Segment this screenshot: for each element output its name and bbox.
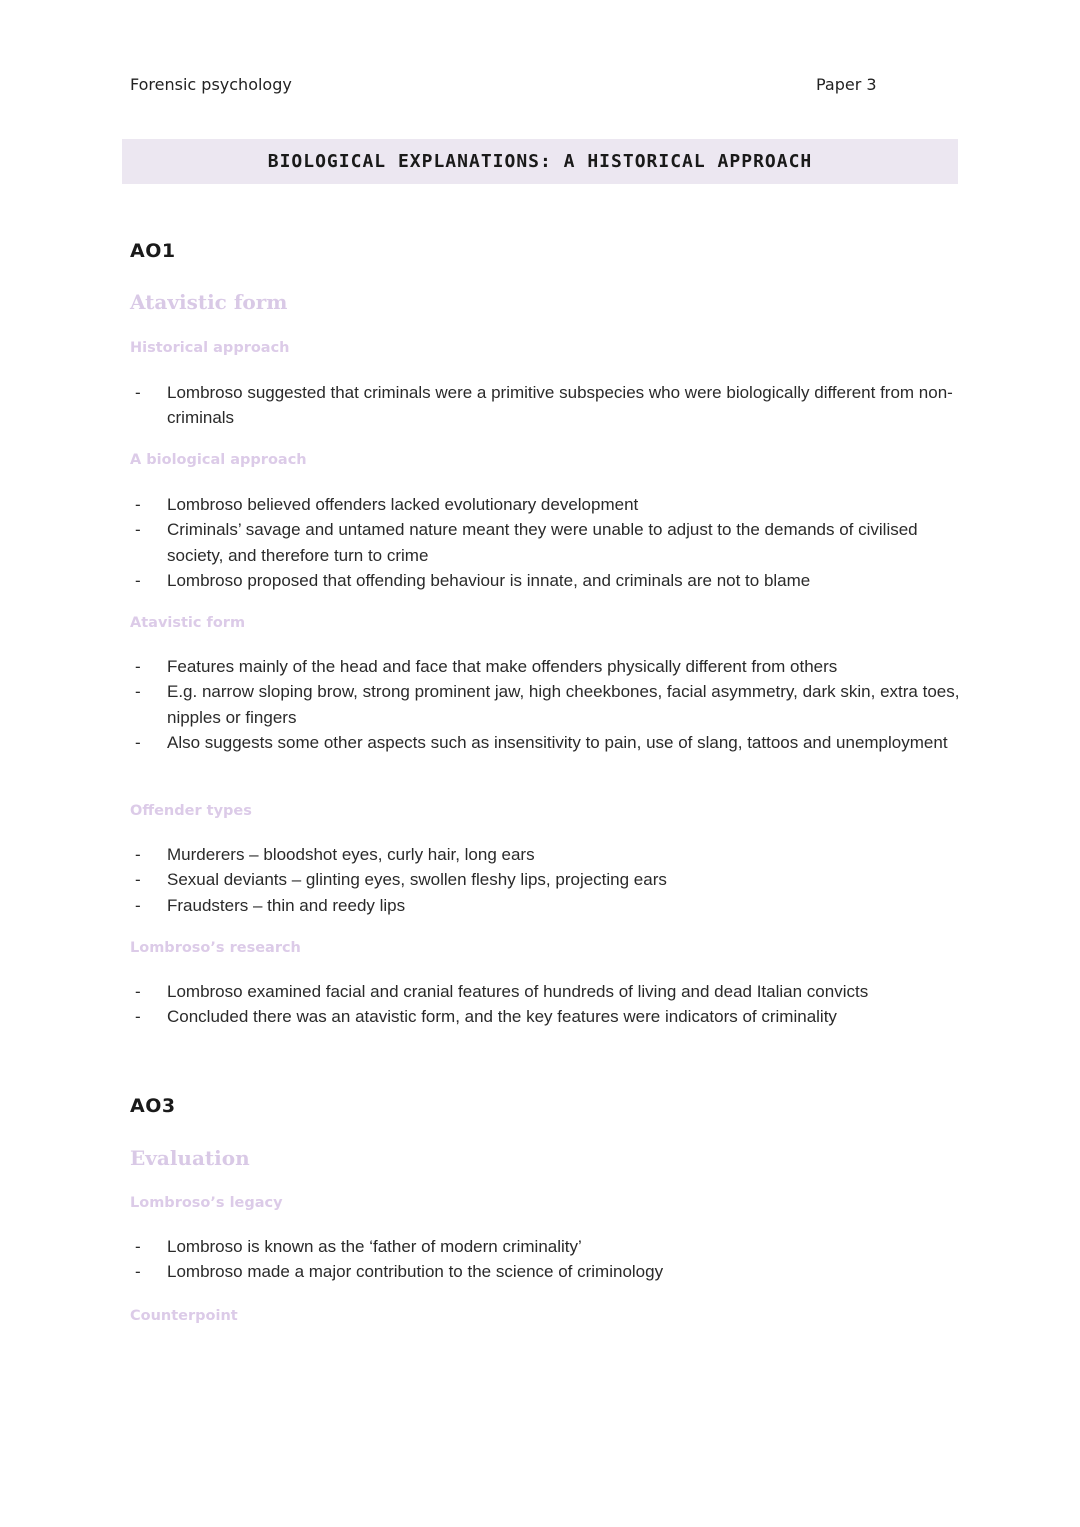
bullet-list-biological-approach xyxy=(130,492,960,593)
subheading-lombroso-legacy: Lombroso’s legacy xyxy=(130,1195,283,1211)
header-paper: Paper 3 xyxy=(816,75,877,94)
subheading-historical-approach: Historical approach xyxy=(130,340,290,356)
list-item: - Lombroso suggested that criminals were a primitive subspecies who were biologically different from non-criminals xyxy=(130,380,960,431)
section-title-atavistic-form: Atavistic form xyxy=(130,290,288,314)
subheading-offender-types: Offender types xyxy=(130,803,252,819)
title-banner xyxy=(122,139,958,184)
list-item: - Lombroso made a major contribution to the science of criminology xyxy=(130,1259,960,1284)
subheading-biological-approach: A biological approach xyxy=(130,452,307,468)
subheading-counterpoint: Counterpoint xyxy=(130,1308,238,1324)
list-item: - Features mainly of the head and face that make offenders physically different from others xyxy=(130,654,960,679)
header-subject: Forensic psychology xyxy=(130,75,292,94)
list-item: - Criminals’ savage and untamed nature meant they were unable to adjust to the demands of civilised society, and therefore turn to crime xyxy=(130,517,960,568)
list-item: - Lombroso believed offenders lacked evolutionary development xyxy=(130,492,960,517)
ao1-label: AO1 xyxy=(130,240,176,262)
list-item: - E.g. narrow sloping brow, strong prominent jaw, high cheekbones, facial asymmetry, dark skin, extra toes, nipples or fingers xyxy=(130,679,960,730)
bullet-list-atavistic-form xyxy=(130,654,960,755)
list-item: - Also suggests some other aspects such as insensitivity to pain, use of slang, tattoos and unemployment xyxy=(130,730,960,755)
page-title: BIOLOGICAL EXPLANATIONS: A HISTORICAL APPROACH xyxy=(267,151,813,172)
list-item: - Fraudsters – thin and reedy lips xyxy=(130,893,960,918)
bullet-list-lombroso-legacy xyxy=(130,1234,960,1285)
list-item: - Concluded there was an atavistic form, and the key features were indicators of criminality xyxy=(130,1004,960,1029)
subheading-lombroso-research: Lombroso’s research xyxy=(130,940,301,956)
section-title-evaluation: Evaluation xyxy=(130,1146,250,1170)
list-item: - Lombroso is known as the ‘father of modern criminality’ xyxy=(130,1234,960,1259)
bullet-list-offender-types xyxy=(130,842,960,918)
bullet-list-lombroso-research xyxy=(130,979,960,1030)
bullet-list-historical-approach xyxy=(130,380,960,431)
list-item: - Murderers – bloodshot eyes, curly hair, long ears xyxy=(130,842,960,867)
list-item: - Lombroso proposed that offending behaviour is innate, and criminals are not to blame xyxy=(130,568,960,593)
subheading-atavistic-form: Atavistic form xyxy=(130,615,246,631)
list-item: - Sexual deviants – glinting eyes, swollen fleshy lips, projecting ears xyxy=(130,867,960,892)
list-item: - Lombroso examined facial and cranial features of hundreds of living and dead Italian convicts xyxy=(130,979,960,1004)
ao3-label: AO3 xyxy=(130,1095,176,1117)
